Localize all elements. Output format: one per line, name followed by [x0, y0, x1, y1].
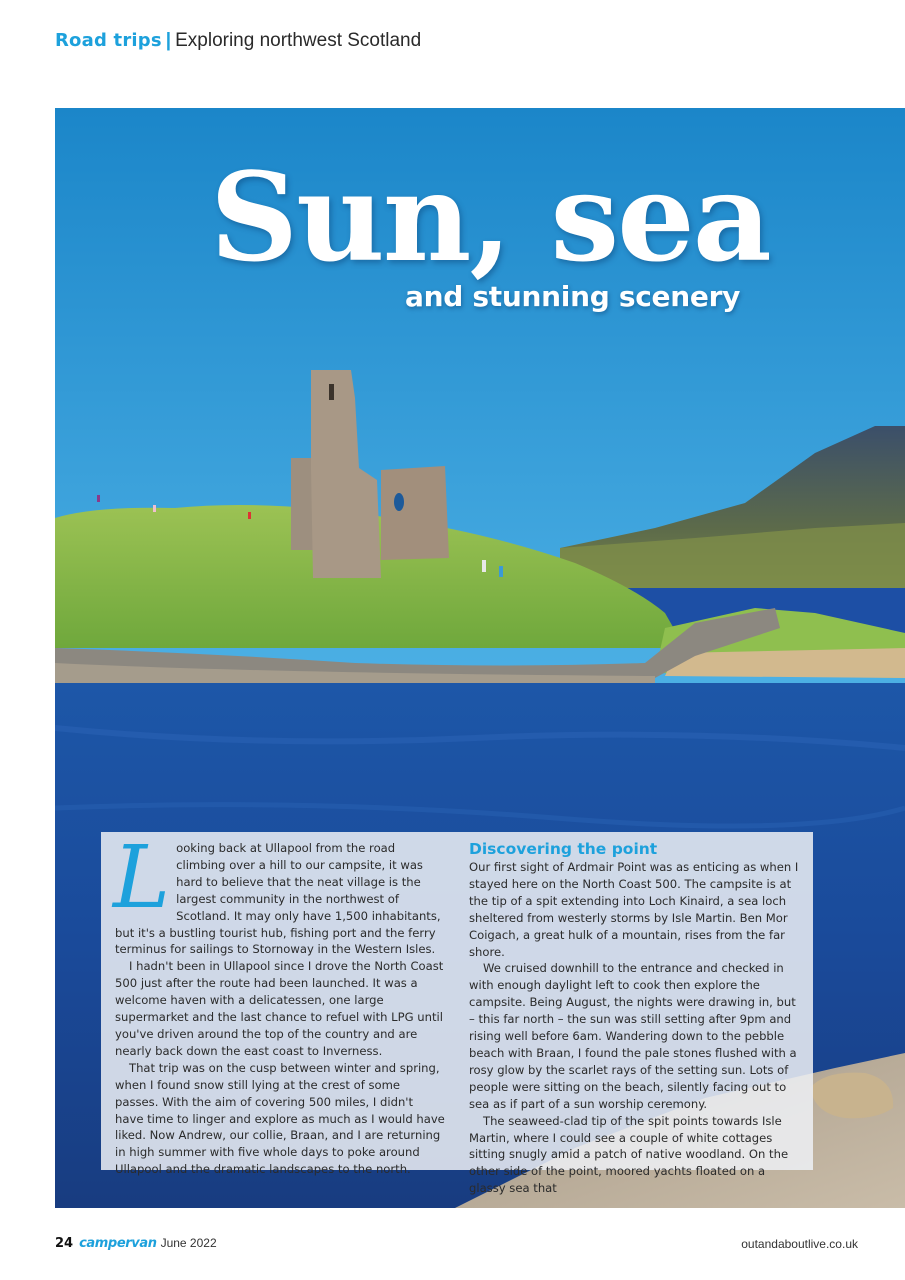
article-paragraph: I hadn't been in Ullapool since I drove the North Coast 500 just after the route had been launched. It was a welcome haven with a delicatessen, one large supermarket and the last chance to refuel with LPG until you've driven around the top of the country and are nearly back down the east coast to Inverness. — [115, 959, 444, 1058]
page-number: 24 — [55, 1236, 74, 1251]
article-paragraph: Looking back at Ullapool from the road climbing over a hill to our campsite, it was hard to believe that the neat village is the largest community in the northwest of Scotland. It may only have 1,500 inhabitants, but it's a bustling tourist hub, fishing port and the ferry terminus for sailings to Stornoway in the Western Isles. — [113, 828, 441, 957]
article-column-2 — [469, 840, 799, 1196]
article-paragraph: We cruised downhill to the entrance and checked in with enough daylight left to cook then explore the campsite. Being August, the nights were drawing in, but – this far north – the sun was still setting after 9pm and rising well before 6am. Wandering down to the pebble beach with Braan, I found the pale stones flushed with a rosy glow by the scarlet rays of the setting sun. Lots of people were sitting on the beach, silently facing out to sea as if part of a sun worship ceremony. — [469, 961, 797, 1111]
running-header — [55, 30, 421, 52]
hero-photo — [55, 108, 905, 1208]
magazine-logo: campervan — [79, 1236, 157, 1251]
topic-label: Exploring northwest Scotland — [175, 30, 422, 51]
header-separator: | — [165, 30, 172, 51]
feature-title-block — [55, 108, 905, 368]
article-text-panel — [101, 828, 813, 1196]
issue-date: June 2022 — [160, 1236, 217, 1250]
article-paragraph: That trip was on the cusp between winter and spring, when I found snow still lying at the crest of some passes. With the aim of covering 500 miles, I didn't have time to linger and explore as much as I would have liked. Now Andrew, our collie, Braan, and I are returning in high summer with five whole days to poke around Ullapool and the dramatic landscapes to the north. — [115, 1060, 445, 1177]
section-subheading: Discovering the point — [469, 840, 658, 858]
website-link[interactable]: outandaboutlive.co.uk — [741, 1237, 858, 1251]
article-column-1 — [113, 828, 445, 1177]
feature-title: Sun, sea — [210, 145, 770, 289]
feature-subtitle: and stunning scenery — [405, 280, 741, 313]
article-paragraph: Our first sight of Ardmair Point was as enticing as when I stayed here on the North Coast 500. The campsite is at the tip of a spit extending into Loch Kinaird, a sea loch sheltered from westerly storms by Isle Martin. Ben Mor Coigach, a great hulk of a mountain, rises from the far shore. — [469, 860, 799, 959]
drop-cap: L — [113, 828, 171, 928]
article-paragraph: The seaweed-clad tip of the spit points towards Isle Martin, where I could see a couple of white cottages sitting snugly amid a patch of native woodland. On the other side of the point, moored yachts floated on a glassy sea that — [469, 1113, 789, 1196]
section-label: Road trips — [55, 30, 162, 51]
page-footer — [55, 1236, 858, 1254]
